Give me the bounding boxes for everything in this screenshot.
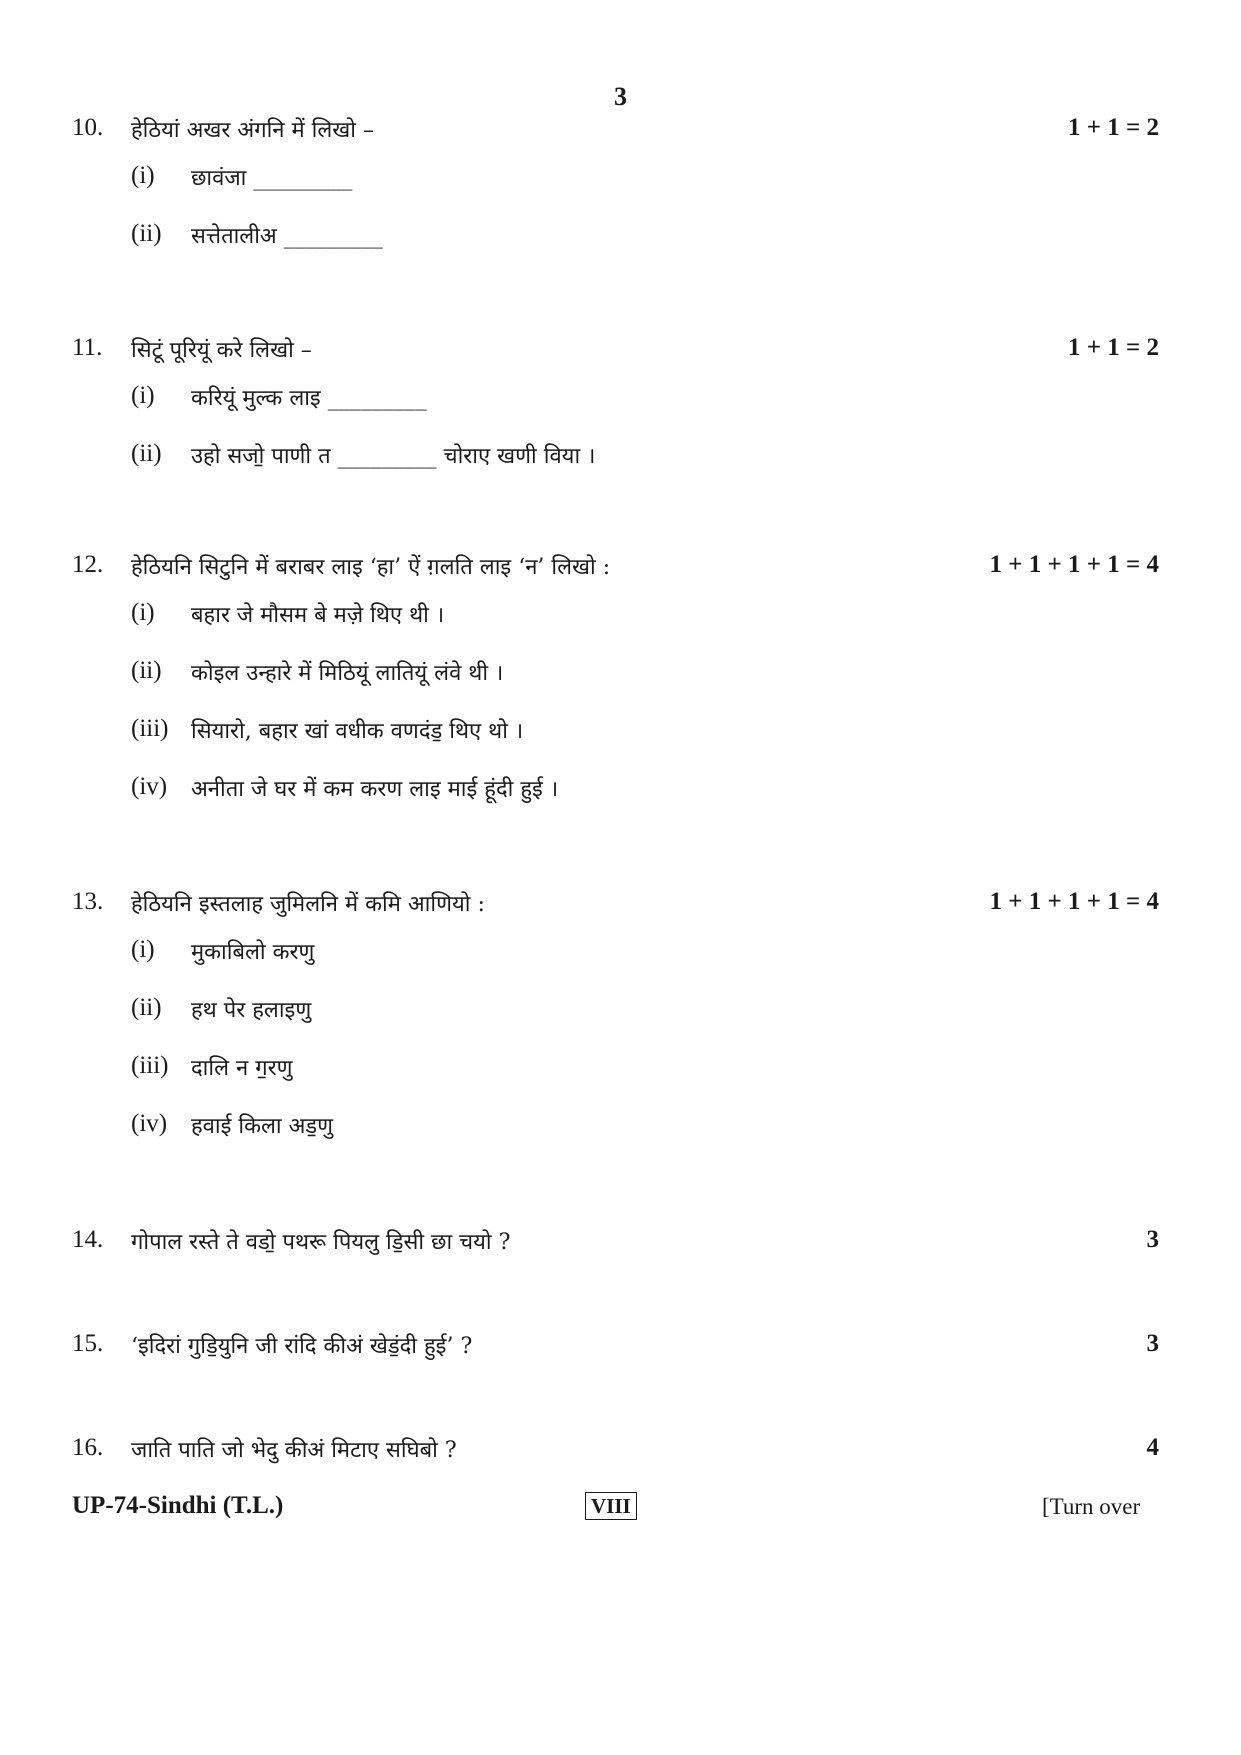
page-number: 3 [614,82,627,111]
question-marks: 1 + 1 + 1 + 1 = 4 [989,888,1159,915]
question-14 [0,1226,1241,1260]
sub-item-text: हथ पेर हलाइणु [191,998,312,1023]
sub-item [0,1110,1241,1144]
sub-item-text: कोइल उन्हारे में मिठियूं लातियूं लंवे थी । [191,661,504,686]
sub-item-text: उहो सजो॒ पाणी त _________ चोराए खणी विया । [191,444,596,469]
question-marks: 4 [1146,1434,1159,1461]
question-15 [0,1330,1241,1364]
sub-item-text: करियूं मुल्क लाइ _________ [191,386,427,411]
question-11 [0,334,1241,474]
question-marks: 1 + 1 = 2 [1068,114,1159,141]
sub-item-label: (i) [131,382,155,409]
sub-item [0,657,1241,691]
sub-item [0,715,1241,749]
sub-item-text: मुकाबिलो करणु [191,940,315,965]
sub-item-text: हवाई किला अड॒णु [191,1114,334,1139]
sub-item-label: (iv) [131,1110,168,1137]
sub-item-label: (ii) [131,440,162,467]
sub-item [0,162,1241,196]
turn-over-label: [Turn over [1042,1494,1141,1519]
series-box: VIII [585,1492,637,1520]
sub-item-text: अनीता जे घर में कम करण लाइ माई हूंदी हुई । [191,777,559,802]
sub-item [0,220,1241,254]
question-text: सिटूं पूरियूं करे लिखो – [131,338,312,363]
sub-item-label: (iv) [131,773,168,800]
paper-code: UP-74-Sindhi (T.L.) [72,1492,284,1519]
sub-item-text: बहार जे मौसम बे मज़े थिए थी । [191,603,445,628]
question-text: जाति पाति जो भेदु कीअं मिटाए सघिबो ? [131,1438,457,1463]
question-number: 13. [72,888,104,915]
sub-item [0,440,1241,474]
question-marks: 3 [1146,1330,1159,1357]
question-text: ‘इदिरां गुडि॒युनि जी रांदि कीअं खेडं॒दी हुई’ ? [131,1334,473,1359]
question-12 [0,551,1241,807]
sub-item [0,994,1241,1028]
question-text: हेठियां अखर अंगनि में लिखो – [131,118,374,143]
sub-item-text: दालि न ग॒रणु [191,1056,293,1081]
question-number: 15. [72,1330,104,1357]
sub-item-label: (i) [131,936,155,963]
question-number: 14. [72,1226,104,1253]
question-number: 16. [72,1434,104,1461]
question-13 [0,888,1241,1144]
sub-item [0,936,1241,970]
sub-item [0,773,1241,807]
sub-item-label: (ii) [131,220,162,247]
question-marks: 3 [1146,1226,1159,1253]
sub-item-text: सियारो, बहार खां वधीक वणदंड॒ थिए थो । [191,719,524,744]
sub-item-label: (ii) [131,994,162,1021]
question-marks: 1 + 1 + 1 + 1 = 4 [989,551,1159,578]
sub-item [0,599,1241,633]
sub-item-label: (i) [131,162,155,189]
sub-item-label: (iii) [131,715,169,742]
sub-item-label: (iii) [131,1052,169,1079]
sub-item-text: सत्तेतालीअ _________ [191,224,383,249]
question-text: हेठियनि सिटुनि में बराबर लाइ ‘हा’ ऐं ग़लति लाइ ‘न’ लिखो : [131,555,611,580]
question-number: 10. [72,114,104,141]
question-text: गोपाल रस्ते ते वडो॒ पथरू पियलु डि॒सी छा चयो ? [131,1230,511,1255]
question-number: 12. [72,551,104,578]
question-16 [0,1434,1241,1468]
sub-item-label: (ii) [131,657,162,684]
question-marks: 1 + 1 = 2 [1068,334,1159,361]
sub-item [0,382,1241,416]
question-text: हेठियनि इस्तलाह जुमिलनि में कमि आणियो : [131,892,485,917]
question-number: 11. [72,334,103,361]
sub-item-label: (i) [131,599,155,626]
sub-item [0,1052,1241,1086]
sub-item-text: छावंजा _________ [191,166,353,191]
question-10 [0,114,1241,254]
